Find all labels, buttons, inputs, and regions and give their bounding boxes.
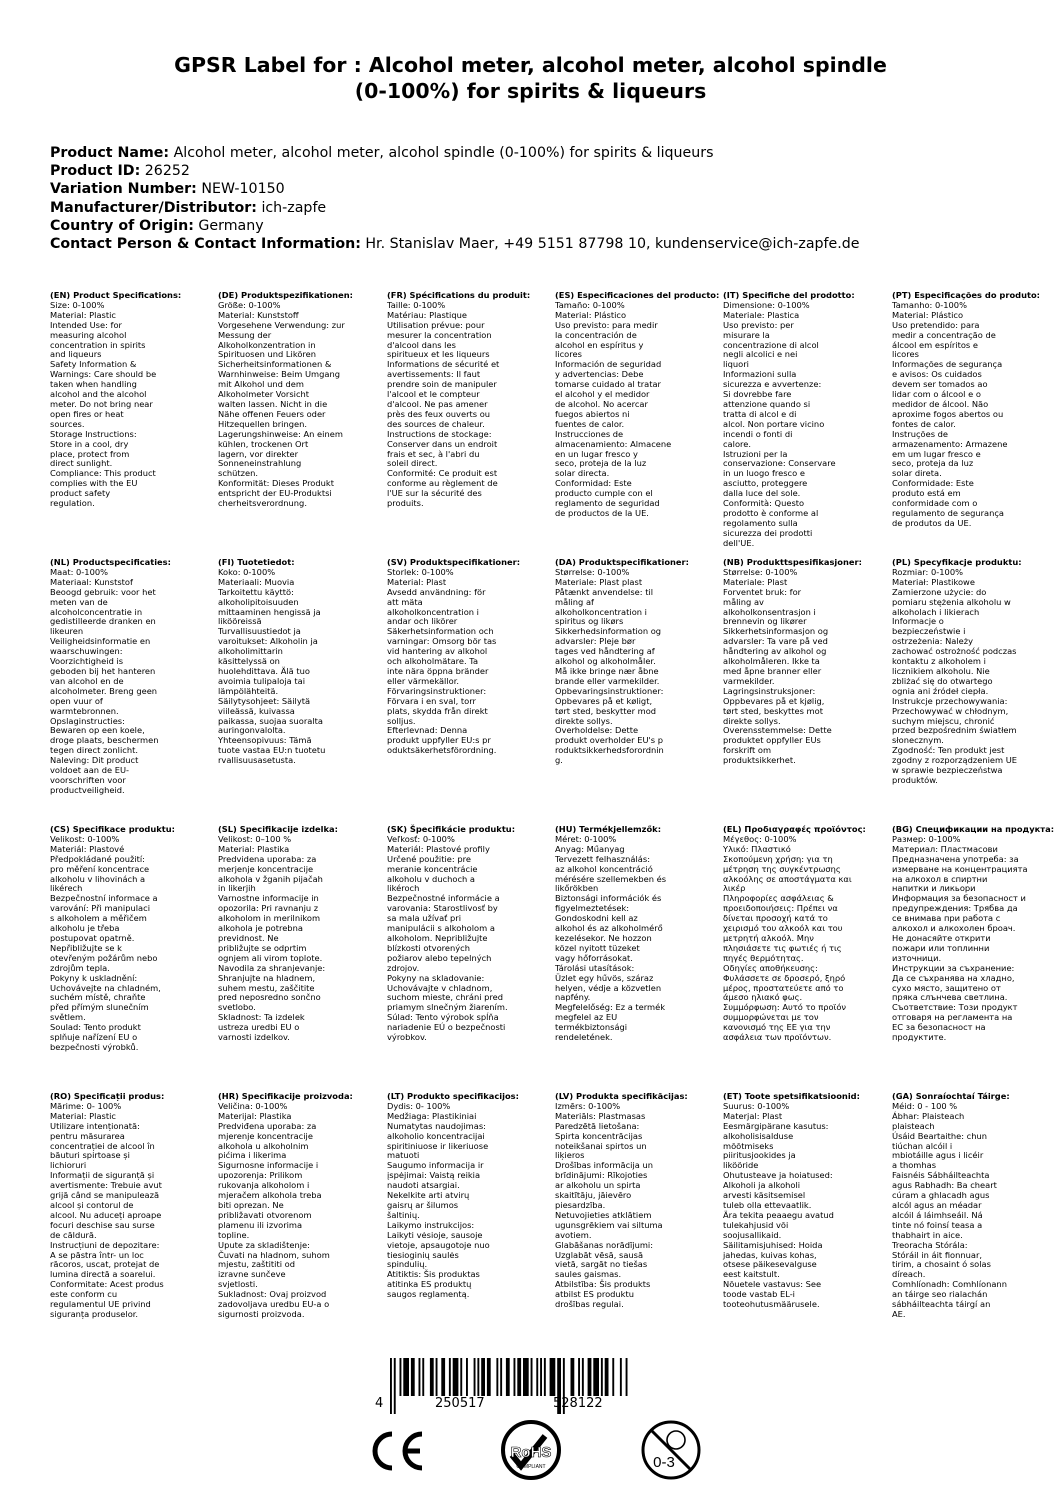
spec-block (892, 1092, 1050, 1320)
spec-block (387, 825, 545, 1043)
spec-heading: (SK) Špecifikácie produktu: (387, 824, 516, 834)
barcode-bar (588, 1358, 592, 1396)
info-key: Manufacturer/Distributor: (50, 199, 257, 216)
spec-body: Veľkosť: 0-100% Materiál: Plastové profily Určené použitie: pre meranie koncentrácie alkoholu v duchoch a likéroch Bezpečnostné informácie a varovania: Starostlivosť by sa mala užívať pri manipulácii s alkoholom a alkoholom. Nepribližujte blízkosti otvorených požiarov alebo tepelných zdrojov. Pokyny na skladovanie: Uchovávajte v chladnom, suchom mieste, chráni pred priamym slnečným žiarením. Súlad: Tento výrobok spĺňa nariadenie EÚ o bezpečnosti výrobkov. (387, 833, 508, 1043)
info-key: Product Name: (50, 145, 170, 161)
spec-body: Tamaño: 0-100% Material: Plástico Uso previsto: para medir la concentración de alcohol en espíritus y licores Información de seguridad y advertencias: Debe tomarse cuidado al tratar el alcohol y el medidor de alcohol. No acercar fuegos abiertos ni fuentes de calor. Instrucciones de almacenamiento: Almacene en un lugar fresco y seco, proteja de la luz solar directa. Conformidad: Este producto cumple con el reglamento de seguridad de productos de la UE. (555, 299, 672, 518)
barcode-bar (626, 1358, 628, 1396)
barcode-bar (540, 1358, 542, 1396)
info-row (50, 199, 860, 217)
barcode-bar (514, 1358, 516, 1396)
product-info (50, 144, 860, 253)
title-line-2: (0-100%) for spirits & liqueurs (354, 79, 707, 103)
barcode-bar (531, 1358, 533, 1396)
ce-mark-icon (375, 1434, 422, 1468)
spec-heading: (FI) Tuotetiedot: (218, 557, 295, 567)
barcode-bar (466, 1358, 468, 1396)
spec-body: Maat: 0-100% Materiaal: Kunststof Beoogd gebruik: voor het meten van de alcoholconcentratie in gedistilleerde dranken en likeuren Veiligheidsinformatie en waarschuwingen: Voorzichtigheid is geboden bij het hanteren van alcohol en de alcoholmeter. Breng geen open vuur of warmtebronnen. Opslaginstructies: Bewaren op een koele, droge plaats, beschermen tegen direct zonlicht. Naleving: Dit product voldoet aan de EU- voorschriften voor productveiligheid. (50, 566, 159, 795)
barcode-bar (536, 1358, 538, 1396)
barcode-bar (578, 1358, 580, 1396)
spec-body: Μέγεθος: 0-100% Υλικό: Πλαστικό Σκοπούμενη χρήση: για τη μέτρηση της συγκέντρωσης αλκοόλης σε αποστάγματα και λικέρ Πληροφορίες ασφάλειας & προειδοποιήσεις: Πρέπει να δίνεται προσοχή κατά το χειρισμό του αλκοόλ και του μετρητή αλκοόλ. Μην πλησιάσετε τις φωτιές ή τις πηγές θερμότητας. Οδηγίες αποθήκευσης: Φυλάσσετε σε δροσερό, ξηρό μέρος, προστατεύετε από το άμεσο ηλιακό φως. Συμμόρφωση: Αυτό το προϊόν συμμορφώνεται με τον κανονισμό της ΕΕ για την ασφάλεια των προϊόντων. (723, 833, 852, 1043)
barcode-bar (500, 1358, 502, 1396)
info-row (50, 144, 860, 162)
spec-heading: (HU) Termékjellemzők: (555, 824, 662, 834)
info-row (50, 180, 860, 198)
rohs-label: RoHS (510, 1444, 552, 1461)
spec-heading: (FR) Spécifications du produit: (387, 290, 531, 300)
info-row (50, 217, 860, 235)
barcode-bar (517, 1358, 521, 1396)
spec-body: Storlek: 0-100% Material: Plast Avsedd användning: för att mäta alkoholkoncentration i andar och likörer Säkerhetsinformation och varningar: Omsorg bör tas vid hantering av alkohol och alkoholmätare. Ta inte nära öppna bränder eller värmekällor. Förvaringsinstruktioner: Förvara i en sval, torr plats, skydda från direkt solljus. Efterlevnad: Denna produkt uppfyller EU:s pr oduktsäkerhetsförordning. (387, 566, 497, 756)
barcode-digits-right: 528122 (553, 1396, 603, 1411)
spec-body: Suurus: 0-100% Materjal: Plast Eesmärgipärane kasutus: alkoholisisalduse mõõtmiseks piiritusjookides ja likööride Ohutusteave ja hoiatused: Alkoholi ja alkoholi arvesti käsitsemisel tuleb olla ettevaatlik. Ära tekita peaaegu avatud tulekahjusid või soojusallikaid. Säilitamisjuhised: Hoida jahedas, kuivas kohas, otsese päikesevalguse eest kaitstult. Nõuetele vastavus: See toode vastab EL-i tooteohutusmäärusele. (723, 1100, 834, 1310)
barcode-bar (481, 1358, 485, 1396)
spec-heading: (PL) Specyfikacje produktu: (892, 557, 1022, 567)
spec-block (892, 824, 1055, 1043)
spec-body: Size: 0-100% Material: Plastic Intended Use: for measuring alcohol concentration in spirits and liqueurs Safety Information & Warnings: Care should be taken when handling alcohol and the alcohol meter. Do not bring near open fires or heat sources. Storage Instructions: Store in a cool, dry place, protect from direct sunlight. Compliance: This product complies with the EU product safety regulation. (50, 299, 157, 509)
spec-heading: (CS) Specifikace produktu: (50, 824, 175, 834)
spec-heading: (RO) Specificații produs: (50, 1091, 165, 1101)
spec-block (892, 291, 1050, 529)
spec-body: Velikost: 0–100 % Material: Plastika Predvidena uporaba: za merjenje koncentracije alkohola v žganih pijačah in likerjih Varnostne informacije in opozorila: Pri ravnanju z alkoholom in merilnikom alkohola je potrebna previdnost. Ne približujte se odprtim ognjem ali virom toplote. Navodila za shranjevanje: Shranjujte na hladnem, suhem mestu, zaščitite pred neposredno sončno svetlobo. Skladnost: Ta izdelek ustreza uredbi EU o varnosti izdelkov. (218, 833, 326, 1043)
barcode-bar (496, 1358, 498, 1396)
spec-body: Størrelse: 0-100% Materiale: Plast plast Påtænkt anvendelse: til måling af alkoholkoncentration i spiritus og likørs Sikkerhedsinformation og advarsler: Pleje bør tages ved håndtering af alkohol og alkoholmåler. Må ikke bringe nær åbne brande eller varmekilder. Opbevaringsinstruktioner: Opbevares på et køligt, tørt sted, beskytter mod direkte sollys. Overholdelse: Dette produkt overholder EU's p roduktsikkerhedsforordnin g. (555, 566, 664, 766)
spec-heading: (PT) Especificações do produto: (892, 290, 1040, 300)
barcode-digit-prefix: 4 (375, 1396, 384, 1411)
barcode-bar (571, 1358, 575, 1396)
spec-body: Koko: 0-100% Materiaali: Muovia Tarkoitettu käyttö: alkoholipitoisuuden mittaaminen hengissä ja likööreissä Turvallisuustiedot ja varoitukset: Alkoholin ja alkoholimittarin käsittelyssä on huolehdittava. Älä tuo avoimia tulipaloja tai lämpölähteitä. Säilytysohjeet: Säilytä viileässä, kuivassa paikassa, suojaa suoralta auringonvalolta. Yhteensopivuus: Tämä tuote vastaa EU:n tuotetu rvallisuusasetusta. (218, 566, 326, 766)
rohs-compliant-icon (503, 1422, 559, 1478)
spec-block (387, 1092, 545, 1300)
spec-block (555, 1092, 713, 1310)
spec-heading: (NL) Productspecificaties: (50, 557, 171, 567)
barcode-digits-left: 250517 (435, 1396, 485, 1411)
barcode-bar (460, 1358, 462, 1396)
spec-block (892, 558, 1050, 786)
spec-heading: (LT) Produkto specifikacijos: (387, 1091, 519, 1101)
info-value: Hr. Stanislav Maer, +49 5151 87798 10, kundenservice@ich-zapfe.de (365, 236, 860, 253)
spec-block (218, 558, 376, 766)
spec-block (50, 1092, 208, 1320)
spec-body: Velikost: 0-100% Materiál: Plastové Předpokládané použití: pro měření koncentrace alkoholu v lihovinách a likérech Bezpečnostní informace a varování: Při manipulaci s alkoholem a měřičem alkoholu je třeba postupovat opatrně. Nepřibližujte se k otevřeným požárům nebo zdrojům tepla. Pokyny k uskladnění: Uchovávejte na chladném, suchém místě, chraňte před přímým slunečním světlem. Soulad: Tento produkt splňuje nařízení EU o bezpečnosti výrobků. (50, 833, 161, 1052)
spec-block (555, 825, 713, 1043)
spec-heading: (SV) Produktspecifikationer: (387, 557, 521, 567)
rohs-sub-label: COMPLIANT (516, 1464, 546, 1470)
barcode-bar (487, 1358, 491, 1396)
info-key: Contact Person & Contact Information: (50, 236, 361, 253)
spec-block (723, 291, 881, 549)
page-title (0, 52, 1061, 104)
spec-block (555, 558, 713, 766)
barcode-bar (593, 1358, 599, 1396)
spec-body: Dydis: 0- 100% Medžiaga: Plastikiniai Numatytas naudojimas: alkoholio koncentracijai spiritiniuose ir likeriuose matuoti Saugumo informacija ir įspėjimai: Vaistą reikia naudoti atsargiai. Nekelkite arti atvirų gaisrų ar šilumos šaltinių. Laikymo instrukcijos: Laikyti vėsioje, sausoje vietoje, apsaugotoje nuo tiesioginių saulės spindulių. Atitiktis: Šis produktas atitinka ES produktų saugos reglamentą. (387, 1100, 490, 1300)
barcode-bar (523, 1358, 529, 1396)
barcode-bar (550, 1358, 556, 1396)
spec-heading: (DE) Produktspezifikationen: (218, 290, 353, 300)
barcode-bar (620, 1358, 622, 1396)
spec-body: Taille: 0-100% Matériau: Plastique Utilisation prévue: pour mesurer la concentration d'alcool dans les spiritueux et les liqueurs Informations de sécurité et avertissements: Il faut prendre soin de manipuler l'alcool et le compteur d'alcool. Ne pas amener près des feux ouverts ou des sources de chaleur. Instructions de stockage: Conserver dans un endroit frais et sec, à l'abri du soleil direct. Conformité: Ce produit est conforme au règlement de l'UE sur la sécurité des produits. (387, 299, 500, 509)
age-label: 0-3 (653, 1454, 675, 1471)
spec-body: Méid: 0 - 100 % Ábhar: Plaisteach plaisteach Úsáid Beartaithe: chun tiúchan alcóil i mbiotáille agus i licéir a thomhas Faisnéis Sábháilteachta agus Rabhadh: Ba cheart cúram a ghlacadh agus alcól agus an méadar alcóil á láimhseáil. Ná tinte nó foinsí teasa a thabhairt in aice. Treoracha Stórála: Stóráil in áit fionnuar, tirim, a chosaint ó solas díreach. Comhlíonadh: Comhlíonann an táirge seo rialachán sábháilteachta táirgí an AE. (892, 1100, 1007, 1319)
title-line-1: GPSR Label for : Alcohol meter, alcohol meter, alcohol spindle (174, 53, 887, 77)
spec-body: Tamanho: 0-100% Material: Plástico Uso pretendido: para medir a concentração de álcool em espíritos e licores Informações de segurança e avisos: Os cuidados devem ser tomados ao lidar com o álcool e o medidor de álcool. Não aproxime fogos abertos ou fontes de calor. Instruções de armazenamento: Armazene em um lugar fresco e seco, proteja da luz solar direta. Conformidade: Este produto está em conformidade com o regulamento de segurança de produtos da UE. (892, 299, 1008, 528)
spec-body: Dimensione: 0-100% Materiale: Plastica Uso previsto: per misurare la concentrazione di alcol negli alcolici e nei liquori Informazioni sulla sicurezza e avvertenze: Si dovrebbe fare attenzione quando si tratta di alcol e di alcol. Non portare vicino incendi o fonti di calore. Istruzioni per la conservazione: Conservare in un luogo fresco e asciutto, proteggere dalla luce del sole. Conformità: Questo prodotto è conforme al regolamento sulla sicurezza dei prodotti dell'UE. (723, 299, 836, 548)
info-row (50, 235, 860, 253)
info-key: Variation Number: (50, 181, 197, 198)
compliance-marks (0, 1412, 1061, 1492)
spec-heading: (DA) Produktspecifikationer: (555, 557, 689, 567)
spec-block (555, 290, 720, 519)
spec-body: Størrelse: 0-100% Materiale: Plast Forventet bruk: for måling av alkoholkonsentrasjon i brennevin og likører Sikkerhetsinformasjon og advarsler: Ta vare på ved håndtering av alkohol og alkoholmåleren. Ikke ta med åpne branner eller varmekilder. Lagringsinstruksjoner: Oppbevares på et kjølig, tørt sted, beskyttes mot direkte sollys. Overensstemmelse: Dette produktet oppfyller EUs forskrift om produktsikkerhet. (723, 566, 832, 766)
spec-body: Méret: 0-100% Anyag: Műanyag Tervezett felhasználás: az alkohol koncentráció mérésére szellemekben és likőrökben Biztonsági információk és figyelmeztetések: Gondoskodni kell az alkohol és az alkoholmérő kezelésekor. Ne hozzon közel nyitott tüzeket vagy hőforrásokat. Tárolási utasítások: Üzlet egy hűvös, száraz helyen, védje a közvetlen napfény. Megfelelőség: Ez a termék megfelel az EU termékbiztonsági rendeletének. (555, 833, 667, 1043)
info-value: 26252 (144, 163, 190, 180)
spec-body: Veličina: 0-100% Materijal: Plastika Predviđena uporaba: za mjerenje koncentracije alkohola u alkoholnim pićima i likerima Sigurnosne informacije i upozorenja: Prilikom rukovanja alkoholom i mjeračem alkohola treba biti oprezan. Ne približavati otvorenom plamenu ili izvorima topline. Upute za skladištenje: Čuvati na hladnom, suhom mjestu, zaštititi od izravne sunčeve svjetlosti. Sukladnost: Ovaj proizvod zadovoljava uredbu EU-a o sigurnosti proizvoda. (218, 1100, 330, 1319)
spec-block (50, 291, 208, 509)
spec-block (387, 558, 545, 756)
spec-heading: (BG) Спецификации на продукта: (892, 824, 1055, 834)
spec-block (387, 291, 545, 509)
barcode-bar (477, 1358, 479, 1396)
barcode-bar (436, 1358, 438, 1396)
barcode-bar (449, 1358, 451, 1396)
spec-block (218, 825, 376, 1043)
info-value: ich-zapfe (261, 199, 327, 216)
barcode-bar (400, 1358, 402, 1396)
barcode-bar (422, 1358, 424, 1396)
barcode-bar (394, 1358, 396, 1414)
barcode-bar (601, 1358, 603, 1396)
spec-body: Größe: 0-100% Material: Kunststoff Vorgesehene Verwendung: zur Messung der Alkoholkonzentration in Spirituosen und Likören Sicherheitsinformationen & Warnhinweise: Beim Umgang mit Alkohol und dem Alkoholmeter Vorsicht walten lassen. Nicht in die Nähe offenen Feuers oder Hitzequellen bringen. Lagerungshinweise: An einem kühlen, trockenen Ort lagern, vor direkter Sonneneinstrahlung schützen. Konformität: Dieses Produkt entspricht der EU-Produktsi cherheitsverordnung. (218, 299, 345, 509)
spec-block (723, 825, 881, 1043)
spec-body: Izmērs: 0-100% Materiāls: Plastmasas Paredzētā lietošana: Spirta koncentrācijas noteikšanai spirtos un liķieros Drošības informācija un brīdinājumi: Rīkojoties ar alkoholu un spirta skaitītāju, jāievēro piesardzība. Netuvojieties atklātiem ugunsgrēkiem vai siltuma avotiem. Glabāšanas norādījumi: Uzglabāt vēsā, sausā vietā, sargāt no tiešas saules gaismas. Atbilstība: Šis produkts atbilst ES produktu drošības regulai. (555, 1100, 663, 1310)
spec-heading: (LV) Produkta specifikācijas: (555, 1091, 688, 1101)
barcode-bar (453, 1358, 459, 1396)
barcode-bar (430, 1358, 434, 1396)
barcode-bar (390, 1358, 392, 1414)
info-key: Product ID: (50, 163, 141, 180)
barcode-bar (403, 1358, 409, 1396)
spec-heading: (EN) Product Specifications: (50, 290, 182, 300)
spec-block (723, 558, 881, 766)
barcode-bar (441, 1358, 445, 1396)
barcode-bar (582, 1358, 584, 1396)
spec-heading: (HR) Specifikacije proizvoda: (218, 1091, 353, 1101)
spec-heading: (GA) Sonraíochtaí Táirge: (892, 1091, 1010, 1101)
info-value: Alcohol meter, alcohol meter, alcohol spindle (0-100%) for spirits & liqueurs (173, 145, 714, 161)
spec-block (50, 825, 208, 1053)
spec-heading: (EL) Προδιαγραφές προϊόντος: (723, 824, 866, 834)
spec-heading: (ES) Especificaciones del producto: (555, 290, 720, 300)
barcode-bar (419, 1358, 421, 1396)
info-row (50, 162, 860, 180)
spec-heading: (NB) Produkttspesifikasjoner: (723, 557, 862, 567)
barcode-bar (605, 1358, 609, 1396)
spec-block (723, 1092, 881, 1310)
info-value: NEW-10150 (201, 181, 285, 198)
spec-body: Mărime: 0- 100% Material: Plastic Utilizare intenționată: pentru măsurarea concentrației de alcool în băuturi spirtoase și lichioruri Informații de siguranță și avertismente: Trebuie avut grijă când se manipulează alcool și contorul de alcool. Nu aduceți aproape focuri deschise sau surse de căldură. Instrucțiuni de depozitare: A se păstra într- un loc răcoros, uscat, protejat de lumina directă a soarelui. Conformitate: Acest produs este conform cu regulamentul UE privind siguranța produselor. (50, 1100, 164, 1319)
spec-heading: (ET) Toote spetsifikatsioonid: (723, 1091, 860, 1101)
spec-block (218, 291, 376, 509)
spec-body: Размер: 0-100% Материал: Пластмасови Предназначена употреба: за измерване на концентрацията на алкохол в спиртни напитки и ликьори Информация за безопасност и предупреждения: Трябва да се внимава при работа с алкохол и алкохолен броач. Не донасяйте открити пожари или топлинни източници. Инструкции за съхранение: Да се съхранява на хладно, сухо място, защитено от пряка слънчева светлина. Съответствие: Този продукт отговаря на регламента на ЕС за безопасност на продуктите. (892, 833, 1028, 1043)
not-for-children-0-3-icon (643, 1422, 699, 1478)
barcode-bar (506, 1358, 510, 1396)
spec-heading: (SL) Specifikacije izdelka: (218, 824, 338, 834)
barcode-bar (544, 1358, 546, 1396)
spec-block (50, 558, 208, 796)
spec-body: Rozmiar: 0-100% Materiał: Plastikowe Zamierzone użycie: do pomiaru stężenia alkoholu w alkoholach i likierach Informacje o bezpieczeństwie i ostrzeżenia: Należy zachować ostrożność podczas kontaktu z alkoholem i licznikiem alkoholu. Nie zbliżać się do otwartego ognia ani źródeł ciepła. Instrukcje przechowywania: Przechowywać w chłodnym, suchym miejscu, chronić przed bezpośrednim światłem słonecznym. Zgodność: Ten produkt jest zgodny z rozporządzeniem UE w sprawie bezpieczeństwa produktów. (892, 566, 1018, 785)
barcode-bar (474, 1358, 476, 1396)
info-value: Germany (198, 217, 264, 234)
spec-block (218, 1092, 376, 1320)
info-key: Country of Origin: (50, 217, 194, 234)
barcode-bar (411, 1358, 415, 1396)
barcode-bar (612, 1358, 614, 1396)
spec-heading: (IT) Specifiche del prodotto: (723, 290, 855, 300)
